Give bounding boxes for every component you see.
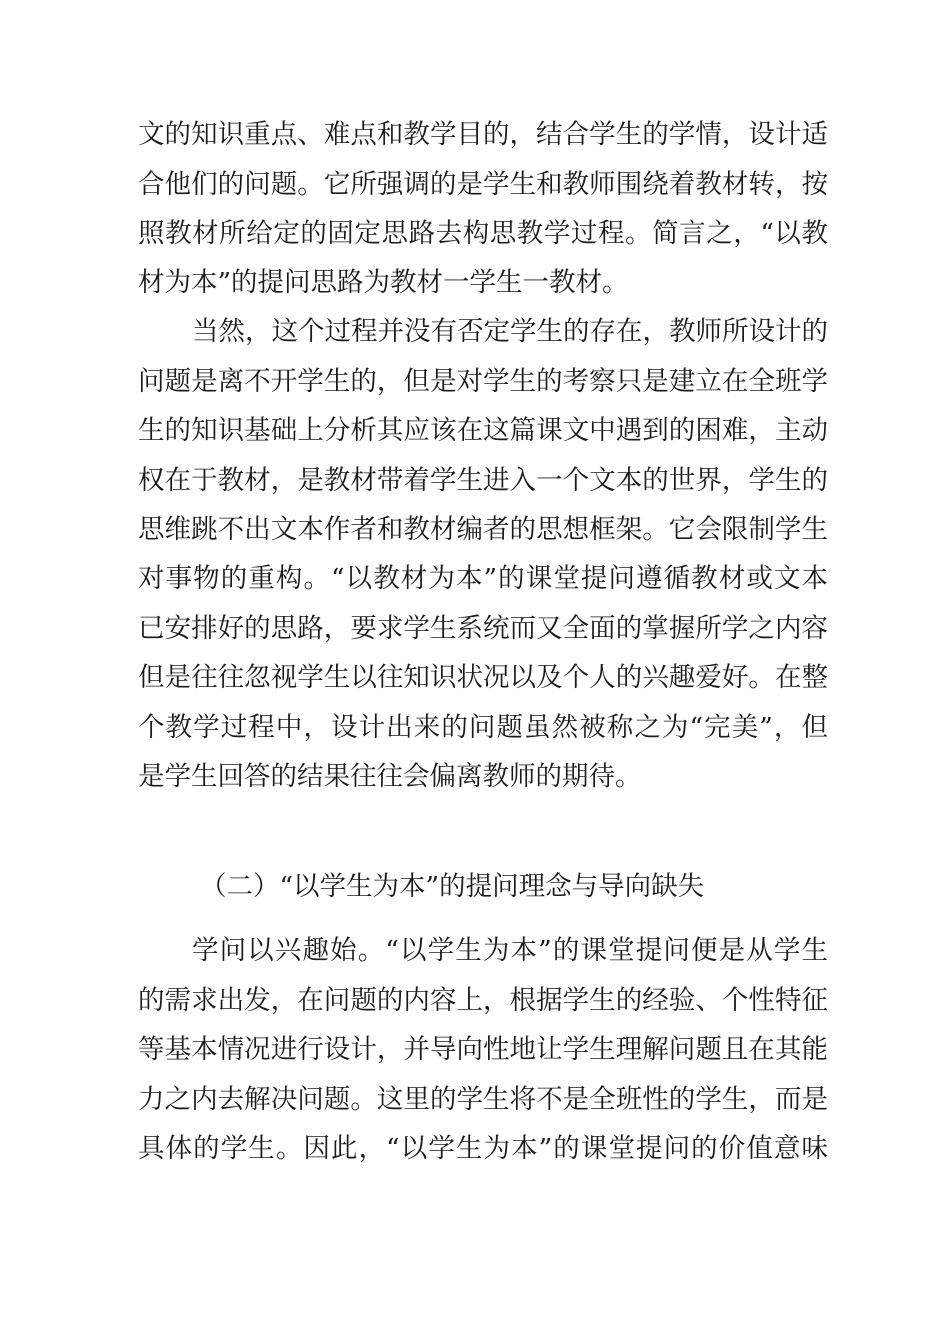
paragraph-line: 学问以兴趣始。“以学生为本”的课堂提问便是从学生 [192,935,828,966]
paragraph-line: 合他们的问题。它所强调的是学生和教师围绕着教材转，按 [138,169,828,200]
paragraph-line: 的需求出发，在问题的内容上，根据学生的经验、个性特征 [138,985,828,1016]
paragraph-line: 照教材所给定的固定思路去构思教学过程。简言之，“以教 [138,218,828,249]
paragraph-line: 对事物的重构。“以教材为本”的课堂提问遵循教材或文本 [138,563,828,594]
paragraph-line: 等基本情况进行设计，并导向性地让学生理解问题且在其能 [138,1034,828,1065]
paragraph-line: 力之内去解决问题。这里的学生将不是全班性的学生，而是 [138,1084,828,1115]
paragraph-line: 个教学过程中，设计出来的问题虽然被称之为“完美”，但 [138,712,828,743]
paragraph-line: 具体的学生。因此，“以学生为本”的课堂提问的价值意味 [138,1133,828,1164]
paragraph-line: 材为本”的提问思路为教材一学生一教材。 [138,267,629,298]
paragraph-line: 是学生回答的结果往往会偏离教师的期待。 [138,761,642,792]
paragraph-line: 文的知识重点、难点和教学目的，结合学生的学情，设计适 [138,119,828,150]
section-heading: （二）“以学生为本”的提问理念与导向缺失 [200,871,705,902]
paragraph-line: 但是往往忽视学生以往知识状况以及个人的兴趣爱好。在整 [138,662,828,693]
paragraph-line: 思维跳不出文本作者和教材编者的思想框架。它会限制学生 [138,514,828,545]
paragraph-line: 权在于教材，是教材带着学生进入一个文本的世界，学生的 [138,465,828,496]
paragraph-line: 问题是离不开学生的，但是对学生的考察只是建立在全班学 [138,366,828,397]
paragraph-line: 生的知识基础上分析其应该在这篇课文中遇到的困难，主动 [138,415,828,446]
paragraph-line: 当然，这个过程并没有否定学生的存在，教师所设计的 [192,316,828,347]
paragraph-line: 已安排好的思路，要求学生系统而又全面的掌握所学之内容 [138,613,828,644]
